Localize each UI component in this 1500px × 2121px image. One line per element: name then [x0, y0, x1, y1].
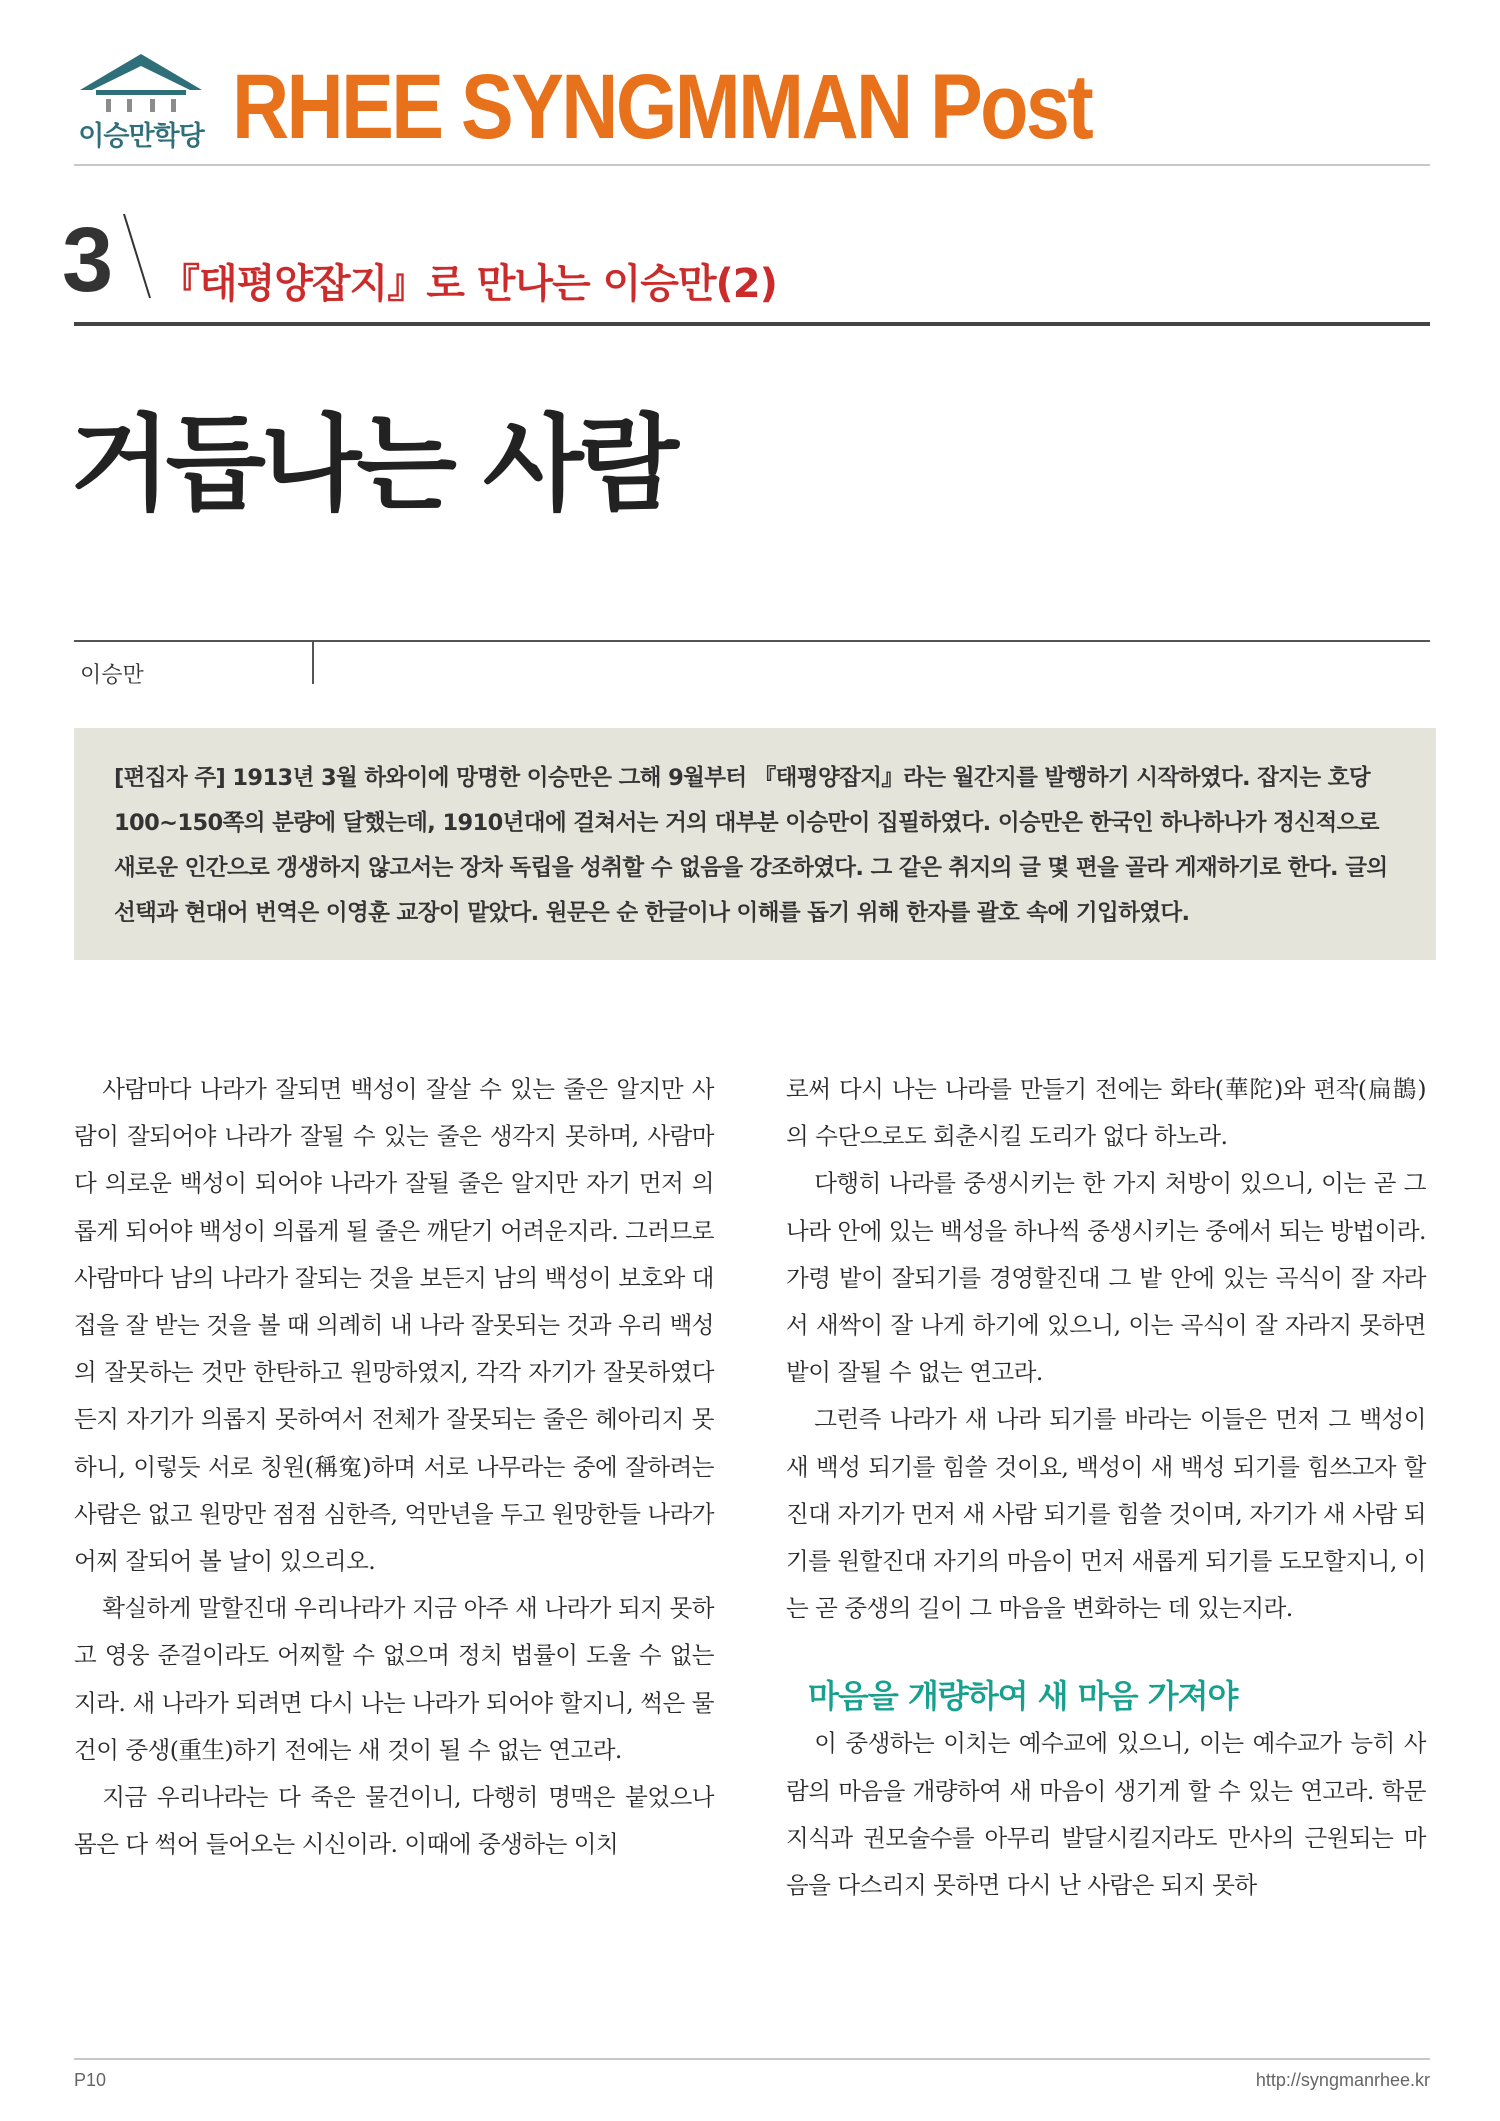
paragraph-continued: 로써 다시 나는 나라를 만들기 전에는 화타(華陀)와 편작(扁鵲)의 수단으로도 회춘시킬 도리가 없다 하노라. — [786, 1075, 1426, 1151]
house-roof-logo-icon — [66, 50, 216, 114]
paragraph: 확실하게 말할진대 우리나라가 지금 아주 새 나라가 되지 못하고 영웅 준걸이라도 어찌할 수 없으며 정치 법률이 도울 수 없는지라. 새 나라가 되려면 다시 나는 나라가 되어야 할지니, 썩은 물건이 중생(重生)하기 전에는 새 것이 될 수 없는 연고라. — [74, 1594, 714, 1764]
paragraph: 지금 우리나라는 다 죽은 물건이니, 다행히 명맥은 붙었으나 몸은 다 썩어 들어오는 시신이라. 이때에 중생하는 이치 — [74, 1783, 714, 1859]
section-slash-icon — [122, 212, 152, 300]
footer-divider — [74, 2058, 1430, 2060]
section-number: 3 — [62, 209, 114, 311]
article-title: 거듭나는 사람 — [70, 403, 674, 525]
section-title: 『태평양잡지』로 만나는 이승만(2) — [160, 261, 777, 307]
paragraph: 다행히 나라를 중생시키는 한 가지 처방이 있으니, 이는 곧 그 나라 안에 있는 백성을 하나씩 중생시키는 중에서 되는 방법이라. 가령 밭이 잘되기를 경영할진대 그 밭 안에 있는 곡식이 잘 자라서 새싹이 잘 나게 하기에 있으니, 이는 곡식이 잘 자라지 못하면 밭이 잘될 수 없는 연고라. — [786, 1169, 1426, 1387]
section-divider — [74, 322, 1430, 326]
author-name: 이승만 — [80, 663, 144, 688]
right-column — [786, 1066, 1426, 1909]
editor-note: [편집자 주] 1913년 3월 하와이에 망명한 이승만은 그해 9월부터 『태평양잡지』라는 월간지를 발행하기 시작하였다. 잡지는 호당 100~150쪽의 분량에 달했는데, 1910년대에 걸쳐서는 거의 대부분 이승만이 집필하였다. 이승만은 한국인 하나하나가 정신적으로 새로운 인간으로 갱생하지 않고서는 장차 독립을 성취할 수 없음을 강조하였다. 그 같은 취지의 글 몇 편을 골라 게재하기로 한다. 글의 선택과 현대어 번역은 이영훈 교장이 맡았다. 원문은 순 한글이나 이해를 돕기 위해 한자를 괄호 속에 기입하였다. — [114, 765, 1388, 926]
author-separator — [312, 642, 314, 684]
editor-note-box — [74, 728, 1436, 960]
page-number: P10 — [74, 2070, 107, 2090]
author-divider — [74, 640, 1430, 642]
paragraph: 사람마다 나라가 잘되면 백성이 잘살 수 있는 줄은 알지만 사람이 잘되어야 나라가 잘될 수 있는 줄은 생각지 못하며, 사람마다 의로운 백성이 되어야 나라가 잘될 줄은 알지만 자기 먼저 의롭게 되어야 백성이 의롭게 될 줄은 깨닫기 어려운지라. 그러므로 사람마다 남의 나라가 잘되는 것을 보든지 남의 백성이 보호와 대접을 잘 받는 것을 볼 때 의례히 내 나라 잘못되는 것과 우리 백성의 잘못하는 것만 한탄하고 원망하였지, 각각 자기가 잘못하였다든지 자기가 의롭지 못하여서 전체가 잘못되는 줄은 헤아리지 못하니, 이렇듯 서로 칭원(稱寃)하며 서로 나무라는 중에 잘하려는 사람은 없고 원망만 점점 심한즉, 억만년을 두고 원망한들 나라가 어찌 잘되어 볼 날이 있으리오. — [74, 1075, 714, 1576]
subheading: 마음을 개량하여 새 마음 가져야 — [808, 1677, 1238, 1716]
left-column — [74, 1066, 714, 1868]
logo — [66, 50, 216, 160]
logo-text: 이승만학당 — [78, 121, 204, 152]
paragraph: 그런즉 나라가 새 나라 되기를 바라는 이들은 먼저 그 백성이 새 백성 되기를 힘쓸 것이요, 백성이 새 백성 되기를 힘쓰고자 할진대 자기가 먼저 새 사람 되기를 힘쓸 것이며, 자기가 새 사람 되기를 원할진대 자기의 마음이 먼저 새롭게 되기를 도모할지니, 이는 곧 중생의 길이 그 마음을 변화하는 데 있는지라. — [786, 1405, 1426, 1623]
masthead-title: RHEE SYNGMMAN Post — [232, 56, 1092, 158]
paragraph: 이 중생하는 이치는 예수교에 있으니, 이는 예수교가 능히 사람의 마음을 개량하여 새 마음이 생기게 할 수 있는 연고라. 학문 지식과 권모술수를 아무리 발달시킬지라도 만사의 근원되는 마음을 다스리지 못하면 다시 난 사람은 되지 못하 — [786, 1729, 1426, 1900]
website-url[interactable]: http://syngmanrhee.kr — [1255, 2070, 1430, 2090]
header-divider — [74, 164, 1430, 166]
